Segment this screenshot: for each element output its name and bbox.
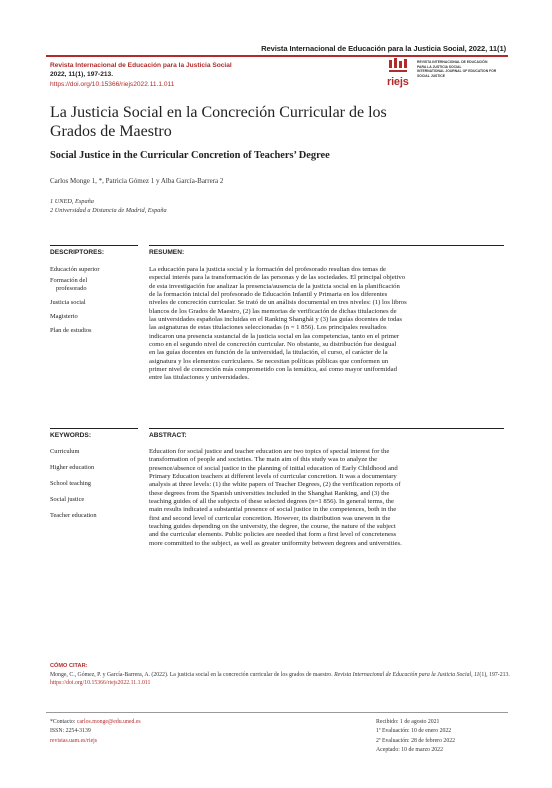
date-received: Recibido: 1 de agosto 2021 xyxy=(376,719,440,725)
abstract-body xyxy=(149,448,504,548)
resumen-line: blancos de los Grados de Maestro, (2) las memorias de verificación de dichas titulaciones de xyxy=(149,307,397,315)
keyword-item: Higher education xyxy=(50,464,95,471)
descriptor-item: profesorado xyxy=(56,285,87,292)
article-subtitle: Social Justice in the Curricular Concretion of Teachers’ Degree xyxy=(50,150,330,161)
journal-doi-link[interactable]: https://doi.org/10.15366/riejs2022.11.1.011 xyxy=(50,80,175,88)
resumen-line: de la formación inicial del profesorado de Educación Infantil y Primaria en los diferentes xyxy=(149,291,388,299)
resumen-line: asignatura y los elementos curriculares. Se necesitan políticas públicas que conformen un xyxy=(149,357,389,365)
descriptores-heading: DESCRIPTORES: xyxy=(50,249,105,256)
abstract-line: teaching guides of all the subjects of these selected degrees (n=1 856). In general terms, the xyxy=(149,498,394,506)
review-dates xyxy=(376,718,455,756)
keywords-heading: KEYWORDS: xyxy=(50,432,92,439)
date-accepted: Aceptado: 10 de marzo 2022 xyxy=(376,747,443,754)
citation-journal: Revista Internacional de Educación para la Justicia Social, 11 xyxy=(334,672,480,678)
resumen-line: como en el segundo nivel de concreción curricular. No obstante, su distribución fue desigual xyxy=(149,341,397,349)
authors: Carlos Monge 1, *, Patricia Gómez 1 y Alba García-Barrera 2 xyxy=(50,177,224,185)
resumen-line: las asignaturas de estas titulaciones seleccionadas (n = 1 856). Los principales resultados xyxy=(149,324,387,332)
logo-acronym: riejs xyxy=(387,76,409,88)
resumen-line: especial interés para la transformación de las personas y de las sociedades. El principal objetivo xyxy=(149,274,406,282)
journal-info xyxy=(50,61,232,89)
resumen-line: niveles de concreción curricular. Se trató de un análisis documental en tres niveles: (1) los libros xyxy=(149,299,407,307)
affiliation-1: 1 UNED, España xyxy=(50,198,94,205)
issn: ISSN: 2254-3139 xyxy=(50,728,91,735)
date-evaluation-1: 1ª Evaluación: 10 de enero 2022 xyxy=(376,728,452,735)
keywords-divider xyxy=(50,428,138,429)
resumen-line: indicaron una presencia sustancial de la justicia social en las competencias, tanto en el primer xyxy=(149,332,400,340)
descriptor-item: Plan de estudios xyxy=(50,327,92,334)
resumen-line: las universidades españolas incluidas en el Ranking Shanghái y (3) las guías docentes de todas xyxy=(149,316,402,324)
citation-doi-link[interactable]: https://doi.org/10.15366/riejs2022.11.1.011 xyxy=(50,680,151,687)
abstract-line: and the curricular elements. Public policies are needed that form a first level of concreteness xyxy=(149,531,397,539)
abstract-divider xyxy=(149,428,504,429)
descriptor-item: Justicia social xyxy=(50,299,86,306)
header-divider xyxy=(46,55,508,57)
contact-label: *Contacto: xyxy=(50,719,76,725)
abstract-line: Primary Education teachers at different levels of curricular concretion. It was a documentary xyxy=(149,473,397,481)
resumen-line: en las guías docentes en función de la universidad, la titulación, el curso, el carácter de la xyxy=(149,349,388,357)
contact-line xyxy=(50,718,141,727)
descriptores-list xyxy=(50,266,100,335)
resumen-line: primer nivel de concreción más comprometido con la temática, así como mayor uniformidad xyxy=(149,366,397,374)
descriptor-item: Formación del xyxy=(50,277,88,284)
footer-divider xyxy=(46,712,508,713)
article-title: La Justicia Social en la Concreción Curricular de los Grados de Maestro xyxy=(50,104,387,140)
resumen-divider xyxy=(149,245,504,246)
contact-email-link[interactable]: carlos.monge@edu.uned.es xyxy=(76,719,141,725)
resumen-heading: RESUMEN: xyxy=(149,249,185,256)
citation-body: Monge, C., Gómez, P. y García-Barrera, A. (2022). La justicia social en la concreción curricular de los grados de maestro. xyxy=(50,672,333,678)
journal-site-link[interactable]: revistas.uam.es/riejs xyxy=(50,737,98,744)
contact-info xyxy=(50,718,141,746)
resumen-line: de esta investigación fue analizar la presencia/ausencia de la justicia social en la planificación xyxy=(149,282,400,290)
riejs-logo-icon xyxy=(387,58,411,78)
descriptor-item: Educación superior xyxy=(50,266,100,273)
running-header: Revista Internacional de Educación para la Justicia Social, 2022, 11(1) xyxy=(261,44,506,53)
abstract-line: analysis at three levels: (1) the white papers of Teacher Degrees, (2) the verification reports of xyxy=(149,481,401,489)
abstract-line: presence/absence of social justice in the planning of initial education of Early Childhood and xyxy=(149,464,398,472)
logo-text xyxy=(417,60,509,78)
keyword-item: School teaching xyxy=(50,480,91,487)
abstract-line: teaching guides depending on the university, the degree, the course, the nature of the subject xyxy=(149,523,396,531)
abstract-line: Education for social justice and teacher education are two topics of special interest for the xyxy=(149,448,390,455)
resumen-line: La educación para la justicia social y la formación del profesorado resultan dos temas de xyxy=(149,266,386,273)
citation-issue: (1), 197-213. xyxy=(479,672,510,678)
citation-label: CÓMO CITAR: xyxy=(50,663,88,669)
abstract-line: first and second level of curricular concretion. However, its distribution was uneven in the xyxy=(149,514,391,522)
journal-logo xyxy=(387,58,507,96)
keywords-list xyxy=(50,448,97,520)
journal-volume: 2022, 11(1), 197-213. xyxy=(50,71,114,79)
resumen-body xyxy=(149,266,504,383)
affiliations xyxy=(50,198,167,215)
keyword-item: Teacher education xyxy=(50,512,97,519)
logo-text-line: REVISTA INTERNACIONAL DE EDUCACIÓN xyxy=(417,60,488,64)
abstract-line: more committed to the subject, as well as greater uniformity between degrees and universities. xyxy=(149,539,402,547)
citation-text xyxy=(50,671,510,687)
abstract-line: these degrees from the Spanish universities included in the Shanghai Ranking, and (3) the xyxy=(149,489,390,497)
date-evaluation-2: 2ª Evaluación: 28 de febrero 2022 xyxy=(376,737,456,744)
keyword-item: Curriculum xyxy=(50,448,80,455)
descriptores-divider xyxy=(50,245,138,246)
resumen-line: entre las titulaciones y universidades. xyxy=(149,374,250,382)
logo-text-line: PARA LA JUSTICIA SOCIAL xyxy=(417,64,462,69)
descriptor-item: Magisterio xyxy=(50,313,78,320)
affiliation-2: 2 Universidad a Distancia de Madrid, España xyxy=(50,206,167,214)
journal-name: Revista Internacional de Educación para la Justicia Social xyxy=(50,62,232,69)
abstract-heading: ABSTRACT: xyxy=(149,432,187,439)
abstract-line: transformation of people and societies. The main aim of this study was to analyze the xyxy=(149,456,378,464)
logo-text-line: INTERNATIONAL JOURNAL OF EDUCATION FOR SOCIAL JUSTICE xyxy=(417,69,497,78)
abstract-line: main results indicated a substantial presence of social justice in the competences, both in the xyxy=(149,506,397,514)
keyword-item: Social justice xyxy=(50,496,85,503)
